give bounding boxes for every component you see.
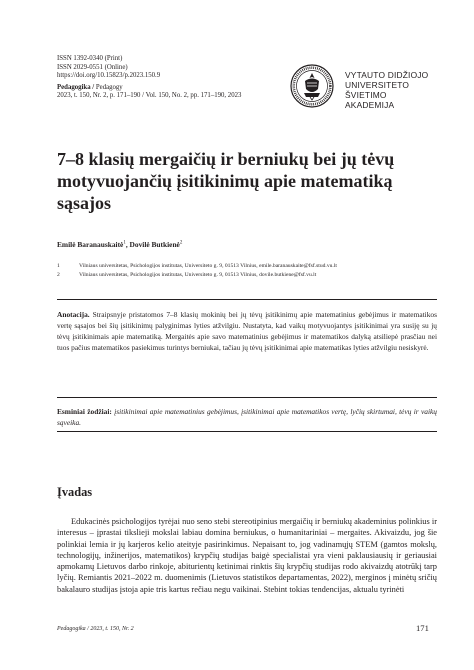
page-number: 171 xyxy=(416,623,429,633)
section-heading: Įvadas xyxy=(57,485,93,499)
affiliation-number: 1 xyxy=(57,263,60,269)
keywords-label: Esminiai žodžiai: xyxy=(57,407,112,416)
affiliation-number: 2 xyxy=(57,271,60,278)
authors xyxy=(57,240,182,249)
abstract-bottom-rule xyxy=(57,397,437,398)
issn-online: ISSN 2029-0551 (Online) xyxy=(57,63,128,71)
university-name xyxy=(345,70,428,110)
abstract-text: Straipsnyje pristatomos 7–8 klasių mokinių bei jų tėvų įsitikinimų apie matematinius gebėjimus ir matematikos vertę sąsajos bei šių įsitikinimų palyginimas lyties atžvilgiu. Nustatyta, kad vaikų motyvuojantys įsitikinimai yra susiję su jų tėvų įsitikinimais apie matematiką. Mergaitės apie savo matematinius gebėjimus ir matematikos dalyką atsiliepė prasčiau nei tuos pačius matematikos pasiekimus turintys berniukai, tačiau jų tėvų įsitikinimai apie matematikas lyties atžvilgiu nesiskyrė. xyxy=(57,310,437,353)
affiliations xyxy=(57,262,457,279)
abstract-top-rule xyxy=(57,299,437,300)
vdu-seal-logo xyxy=(290,64,334,108)
author-1: Emilė Baranauskaitė xyxy=(57,240,124,249)
keywords xyxy=(57,406,437,428)
affiliation-2 xyxy=(57,271,457,280)
journal-header xyxy=(57,55,277,101)
doi-link[interactable]: https://doi.org/10.15823/p.2023.150.9 xyxy=(57,72,161,80)
issn-print: ISSN 1392-0340 (Print) xyxy=(57,55,123,62)
university-line-4: AKADEMIJA xyxy=(345,100,395,110)
abstract-label: Anotacija. xyxy=(57,310,90,319)
university-line-2: UNIVERSITETO xyxy=(345,80,410,90)
citation-line: 2023, t. 150, Nr. 2, p. 171–190 / Vol. 150, No. 2, pp. 171–190, 2023 xyxy=(57,92,242,100)
keywords-text: įsitikinimai apie matematinius gebėjimus, įsitikinimai apie matematikos vertę, lyčių skirtumai, tėvų ir vaikų sąveika. xyxy=(57,407,438,427)
running-footer: Pedagogika / 2023, t. 150, Nr. 2 xyxy=(57,626,134,632)
journal-name-bold: Pedagogika / xyxy=(57,83,95,91)
journal-name-regular: Pedagogy xyxy=(94,83,123,91)
body-paragraph: Edukacinės psichologijos tyrėjai nuo seno stebi stereotipinius mergaičių ir berniukų akademinius polinkius ir interesus – įprastai tiksliеji mokslai labiau domina berniukus, o humanitariniai – mergaites. Akivaizdu, jog šie polinkiai lemia ir jų karjeros kelio ateityje pasirinkimus. Nepaisant to, jog vadinamųjų STEM (gamtos mokslų, technologijų, inžinerijos, matematikos) krypčių studijas baigė specialistai yra vieni paklausiausių ir geriausiai apmokamų Lietuvos darbo rinkoje, abiturientų ketinimai rinktis šių krypčių studijas rodo akivaizdų atotrūkį tarp lyčių. Remiantis 2021–2022 m. duomenimis (Lietuvos statistikos departamentas, 2022), merginos į minėtų sričių bakalauro studijas įstoja apie tris kartus rečiau negu vaikinai. Stebint tokias tendencijas, aktualu tyrinėti xyxy=(57,517,437,594)
author-2: Dovilė Butkienė xyxy=(129,240,180,249)
university-line-1: VYTAUTO DIDŽIOJO xyxy=(345,70,429,80)
affiliation-1 xyxy=(57,262,457,271)
journal-name xyxy=(57,84,277,93)
keywords-bottom-rule xyxy=(57,431,437,432)
author-1-sup: 1 xyxy=(123,240,126,246)
abstract xyxy=(57,309,437,353)
author-2-sup: 2 xyxy=(179,240,183,246)
affiliation-text: Vilniaus universitetas, Psichologijos institutas, Universiteto g. 9, 01513 Vilnius, emile.baranauskaite@fsf.stud.vu.lt xyxy=(79,263,337,269)
article-title: 7–8 klasių mergaičių ir berniukų bei jų tėvų motyvuojančių įsitikinimų apie matematiką sąsajos xyxy=(57,149,395,213)
affiliation-text: Vilniaus universitetas, Psichologijos institutas, Universiteto g. 9, 01513 Vilnius, dovile.butkiene@fsf.vu.lt xyxy=(79,271,317,278)
author-separator: , xyxy=(125,240,130,249)
university-line-3: ŠVIETIMO xyxy=(345,90,387,100)
body-text xyxy=(57,516,437,595)
